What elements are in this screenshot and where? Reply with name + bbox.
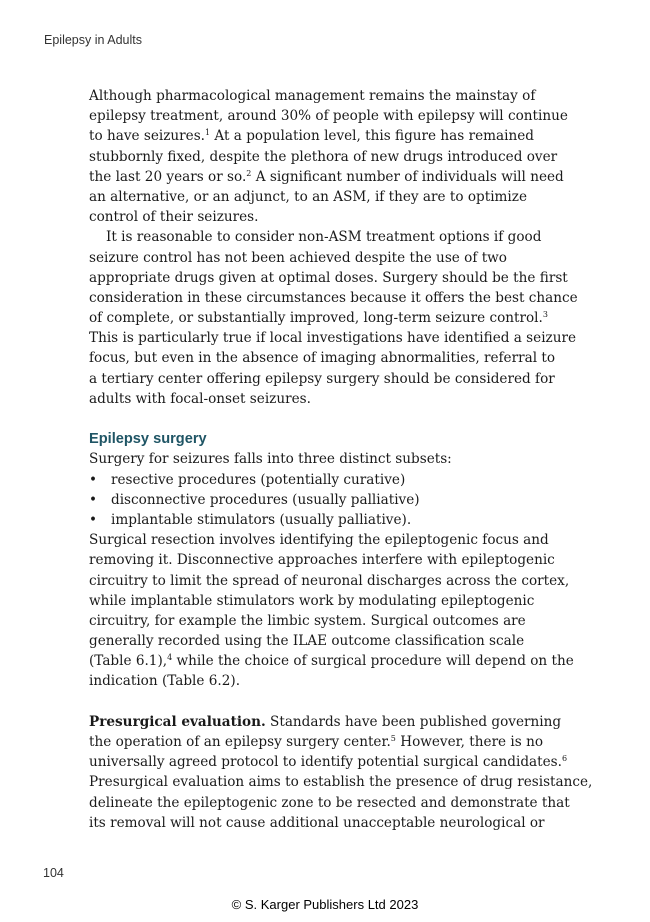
line-text: At a population level, this figure has remained (210, 128, 534, 145)
line-text: Presurgical evaluation aims to establish the presence of drug resistance, (89, 774, 593, 791)
text-line (89, 227, 559, 247)
section-heading: Epilepsy surgery (89, 431, 207, 448)
text-line (89, 126, 559, 146)
bullet-item (89, 470, 559, 490)
text-line (89, 106, 568, 126)
text-line (89, 611, 559, 631)
line-text: circuitry to limit the spread of neuronal discharges across the cortex, (89, 572, 570, 589)
section-intro: Surgery for seizures falls into three distinct subsets: (89, 451, 452, 468)
text-line (89, 712, 562, 732)
bullet-text: implantable stimulators (usually palliative). (111, 511, 412, 528)
line-text: However, there is no (395, 734, 544, 750)
bullet-list (89, 470, 559, 531)
line-text: control of their seizures. (89, 209, 259, 226)
line-text: circuitry, for example the limbic system. Surgical outcomes are (89, 612, 526, 629)
reference-superscript: 4 (167, 653, 173, 663)
reference-superscript: 2 (246, 168, 252, 178)
text-line (89, 187, 559, 207)
text-line (89, 591, 559, 611)
line-text: Standards have been published governing (265, 713, 562, 730)
line-text: indication (Table 6.2). (89, 673, 241, 690)
reference-superscript: 6 (561, 754, 568, 764)
line-text: adults with focal-onset seizures. (89, 390, 311, 407)
line-text: focus, but even in the absence of imaging abnormalities, referral to (89, 350, 556, 367)
line-text: delineate the epileptogenic zone to be resected and demonstrate that (89, 794, 570, 811)
text-line (89, 248, 559, 268)
text-line (89, 207, 559, 227)
line-text: of complete, or substantially improved, long-term seizure control. (89, 310, 543, 327)
text-line (89, 732, 559, 752)
spacer (89, 692, 559, 712)
text-line (89, 348, 559, 368)
spacer (89, 409, 559, 429)
line-text: seizure control has not been achieved despite the use of two (89, 249, 507, 266)
bullet-icon: • (89, 491, 98, 508)
text-line (89, 86, 559, 106)
reference-superscript: 1 (205, 128, 211, 138)
text-line (89, 651, 574, 671)
copyright-notice: © S. Karger Publishers Ltd 2023 (231, 897, 419, 912)
paragraph-2 (89, 227, 578, 409)
paragraph-4 (89, 712, 593, 833)
bullet-text: disconnective procedures (usually palliative) (111, 491, 420, 508)
line-text: the last 20 years or so. (89, 168, 247, 185)
bullet-item (89, 510, 559, 530)
line-text: a tertiary center offering epilepsy surgery should be considered for (89, 370, 555, 387)
line-text: Surgical resection involves identifying the epileptogenic focus and (89, 532, 549, 549)
text-line (89, 288, 578, 308)
line-text: It is reasonable to consider non-ASM treatment options if good (106, 229, 542, 246)
text-line (89, 268, 568, 288)
text-line (89, 308, 559, 328)
text-line (89, 530, 559, 550)
text-line (89, 369, 559, 389)
text-line (89, 389, 559, 409)
bullet-text: resective procedures (potentially curative) (111, 471, 406, 488)
line-text: epilepsy treatment, around 30% of people with epilepsy will continue (89, 108, 568, 125)
line-text: Although pharmacological management remains the mainstay of (89, 88, 536, 104)
body-text (89, 86, 593, 833)
paragraph-3 (89, 530, 574, 692)
text-line (89, 671, 559, 691)
reference-superscript: 3 (542, 310, 548, 320)
line-text: consideration in these circumstances because it offers the best chance (89, 289, 578, 306)
line-text: (Table 6.1), (89, 653, 168, 670)
text-line (89, 631, 559, 651)
bullet-icon: • (89, 511, 98, 528)
line-text: the operation of an epilepsy surgery center. (89, 734, 391, 750)
line-text: A significant number of individuals will need (251, 168, 564, 185)
text-line (89, 147, 559, 167)
paragraph-1 (89, 86, 568, 227)
line-text: its removal will not cause additional unacceptable neurological or (89, 814, 545, 831)
line-text: while the choice of surgical procedure will depend on the (172, 653, 574, 670)
bullet-icon: • (89, 471, 98, 488)
line-text: while implantable stimulators work by modulating epileptogenic (89, 592, 535, 609)
line-text: stubbornly fixed, despite the plethora of new drugs introduced over (89, 148, 558, 165)
line-text: This is particularly true if local investigations have identified a seizure (89, 330, 577, 347)
text-line (89, 167, 564, 187)
run-in-heading: Presurgical evaluation. (89, 713, 266, 730)
line-text: generally recorded using the ILAE outcome classification scale (89, 633, 525, 650)
running-head: Epilepsy in Adults (44, 33, 142, 47)
line-text: to have seizures. (89, 128, 205, 145)
text-line (89, 752, 568, 772)
bullet-item (89, 490, 559, 510)
reference-superscript: 5 (390, 734, 396, 743)
line-text: an alternative, or an adjunct, to an ASM, if they are to optimize (89, 188, 527, 205)
text-line (89, 772, 593, 792)
line-text: universally agreed protocol to identify potential surgical candidates. (89, 754, 562, 771)
page-number: 104 (43, 866, 64, 880)
line-text: removing it. Disconnective approaches interfere with epileptogenic (89, 552, 555, 569)
text-line (89, 793, 570, 813)
text-line (89, 813, 559, 833)
text-line (89, 571, 570, 591)
text-line (89, 328, 577, 348)
line-text: appropriate drugs given at optimal doses. Surgery should be the first (89, 269, 568, 286)
text-line (89, 550, 559, 570)
